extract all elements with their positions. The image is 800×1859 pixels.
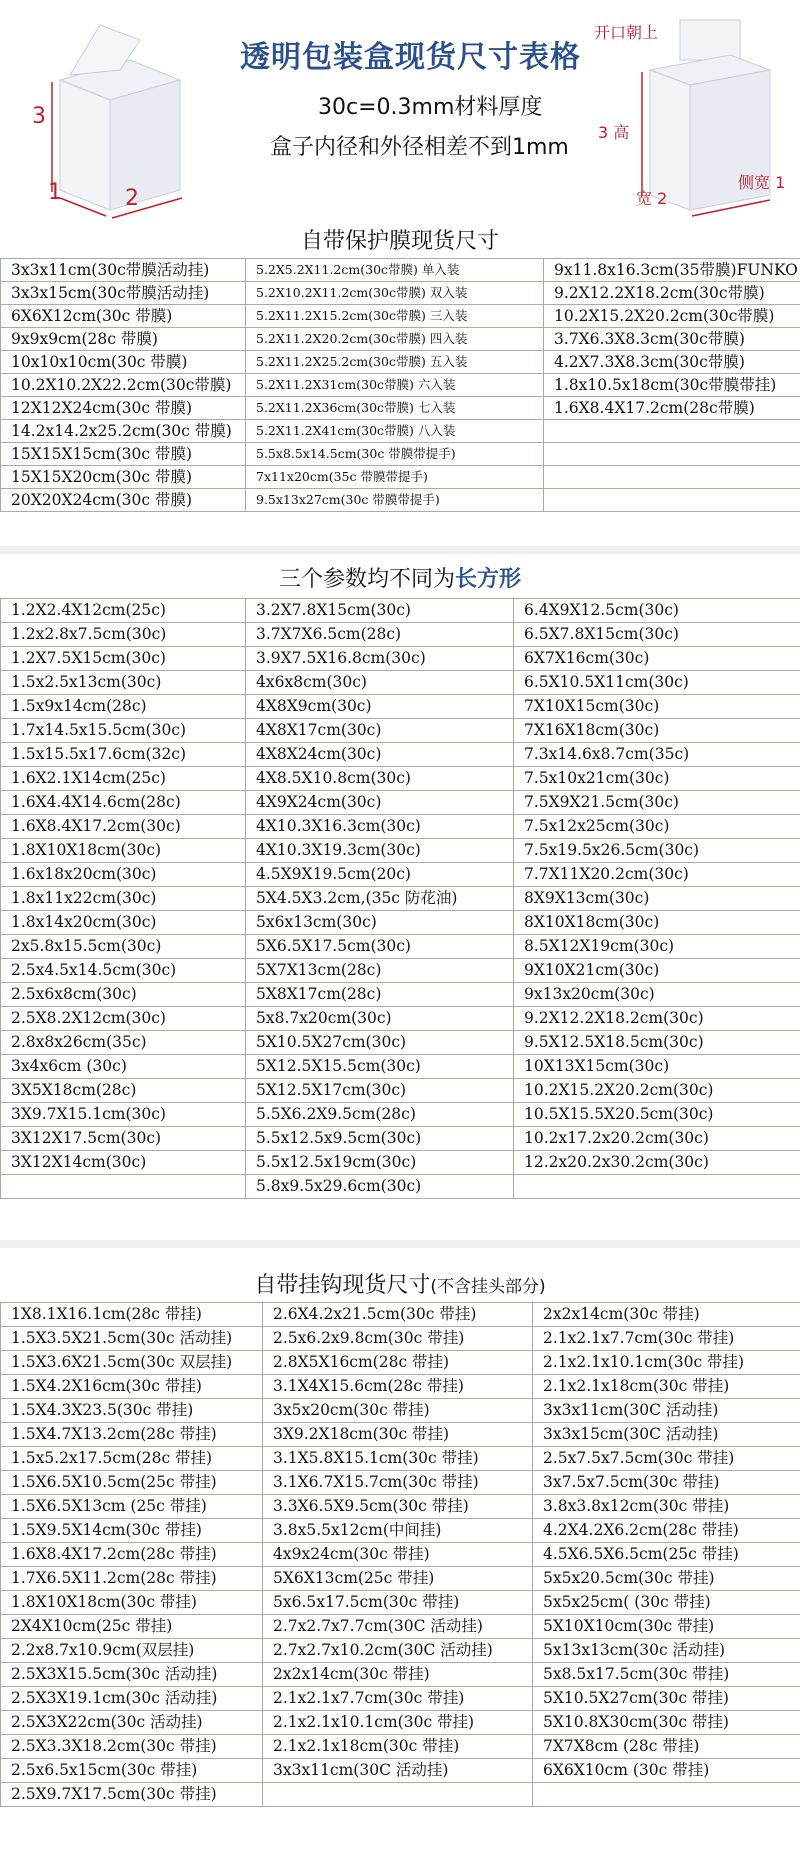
dim-label-3: 3 (32, 104, 46, 129)
table-row (1, 623, 800, 647)
table-row (1, 1663, 800, 1687)
hook-table (0, 1302, 800, 1807)
size-cell: 7.5x19.5x26.5cm(30c) (514, 839, 800, 863)
size-cell: 4x6x8cm(30c) (246, 671, 514, 695)
size-cell (544, 443, 800, 466)
table-row (1, 1735, 800, 1759)
size-cell: 5.2X11.2X31cm(30c带膜) 六入装 (246, 374, 544, 397)
size-cell: 4X10.3X19.3cm(30c) (246, 839, 514, 863)
size-cell: 2.5X3X15.5cm(30c 活动挂) (1, 1663, 263, 1687)
size-cell: 5X12.5X17cm(30c) (246, 1079, 514, 1103)
size-cell: 3.1X5.8X15.1cm(30c 带挂) (263, 1447, 533, 1471)
material-thickness-note: 30c=0.3mm材料厚度 (318, 95, 543, 120)
section-divider (0, 1240, 800, 1248)
size-cell: 3x5x20cm(30c 带挂) (263, 1399, 533, 1423)
size-cell: 6.5X7.8X15cm(30c) (514, 623, 800, 647)
size-cell: 7.5X9X21.5cm(30c) (514, 791, 800, 815)
size-cell: 2.5x6.2x9.8cm(30c 带挂) (263, 1327, 533, 1351)
size-cell: 2.8x8x26cm(35c) (1, 1031, 246, 1055)
size-cell: 1.6X4.4X14.6cm(28c) (1, 791, 246, 815)
dim-label-2: 2 (125, 186, 139, 211)
size-cell: 3x3x11cm(30C 活动挂) (533, 1399, 800, 1423)
size-cell: 2.5x6x8cm(30c) (1, 983, 246, 1007)
table-row (1, 1103, 800, 1127)
size-cell: 1.5X3.5X21.5cm(30c 活动挂) (1, 1327, 263, 1351)
size-cell: 2.5X3.3X18.2cm(30c 带挂) (1, 1735, 263, 1759)
section-hook-title (0, 1268, 800, 1299)
size-cell: 5x8.7x20cm(30c) (246, 1007, 514, 1031)
size-cell: 1.6X8.4X17.2cm(30c) (1, 815, 246, 839)
table-row (1, 671, 800, 695)
size-cell: 3.8x3.8x12cm(30c 带挂) (533, 1495, 800, 1519)
size-cell: 1X8.1X16.1cm(28c 带挂) (1, 1303, 263, 1327)
size-cell: 7X10X15cm(30c) (514, 695, 800, 719)
table-row (1, 1567, 800, 1591)
size-cell: 5.2X5.2X11.2cm(30c带膜) 单入装 (246, 259, 544, 282)
table-row (1, 1007, 800, 1031)
size-cell (544, 466, 800, 489)
size-cell: 2.1x2.1x18cm(30c 带挂) (263, 1735, 533, 1759)
size-cell: 2.1x2.1x10.1cm(30c 带挂) (263, 1711, 533, 1735)
table-row (1, 647, 800, 671)
table-row (1, 695, 800, 719)
size-cell: 3X9.2X18cm(30c 带挂) (263, 1423, 533, 1447)
table-row (1, 282, 800, 305)
size-cell: 7.7X11X20.2cm(30c) (514, 863, 800, 887)
size-cell: 5.2X11.2X15.2cm(30c带膜) 三入装 (246, 305, 544, 328)
table-row (1, 420, 800, 443)
size-cell: 3x3x15cm(30C 活动挂) (533, 1423, 800, 1447)
size-cell: 5X12.5X15.5cm(30c) (246, 1055, 514, 1079)
size-cell: 5.5X6.2X9.5cm(28c) (246, 1103, 514, 1127)
size-cell: 10x10x10cm(30c 带膜) (1, 351, 246, 374)
table-row (1, 1591, 800, 1615)
size-cell: 7.3x14.6x8.7cm(35c) (514, 743, 800, 767)
size-cell: 1.5X4.3X23.5(30c 带挂) (1, 1399, 263, 1423)
size-cell: 12.2x20.2x30.2cm(30c) (514, 1151, 800, 1175)
table-row (1, 466, 800, 489)
size-cell: 9.5x13x27cm(30c 带膜带提手) (246, 489, 544, 512)
table-row (1, 305, 800, 328)
size-cell: 5.2X10.2X11.2cm(30c带膜) 双入装 (246, 282, 544, 305)
table-row (1, 1447, 800, 1471)
size-cell: 2.5X8.2X12cm(30c) (1, 1007, 246, 1031)
size-cell: 2.5x4.5x14.5cm(30c) (1, 959, 246, 983)
size-cell: 4.2X4.2X6.2cm(28c 带挂) (533, 1519, 800, 1543)
table-row (1, 719, 800, 743)
size-cell: 10.2X15.2X20.2cm(30c) (514, 1079, 800, 1103)
size-cell: 4x9x24cm(30c 带挂) (263, 1543, 533, 1567)
size-cell: 5X4.5X3.2cm,(35c 防花油) (246, 887, 514, 911)
size-cell: 5.5x12.5x9.5cm(30c) (246, 1127, 514, 1151)
table-row (1, 1783, 800, 1807)
size-cell: 6.5X10.5X11cm(30c) (514, 671, 800, 695)
size-cell: 3X12X14cm(30c) (1, 1151, 246, 1175)
size-cell: 9x11.8x16.3cm(35带膜)FUNKO (544, 259, 800, 282)
height-label: 3 高 (598, 123, 630, 142)
size-cell: 5.5x8.5x14.5cm(30c 带膜带提手) (246, 443, 544, 466)
size-cell: 1.5X3.6X21.5cm(30c 双层挂) (1, 1351, 263, 1375)
size-cell: 2.5x7.5x7.5cm(30c 带挂) (533, 1447, 800, 1471)
size-cell: 5x6.5x17.5cm(30c 带挂) (263, 1591, 533, 1615)
size-cell (544, 420, 800, 443)
table-row (1, 839, 800, 863)
size-cell: 4X8X17cm(30c) (246, 719, 514, 743)
table-row (1, 599, 800, 623)
size-cell: 1.5X6.5X10.5cm(25c 带挂) (1, 1471, 263, 1495)
size-cell: 7X7X8cm (28c 带挂) (533, 1735, 800, 1759)
size-cell: 4X8X9cm(30c) (246, 695, 514, 719)
size-cell: 5x5x25cm( (30c 带挂) (533, 1591, 800, 1615)
page-title: 透明包装盒现货尺寸表格 (240, 40, 581, 75)
size-cell: 9X10X21cm(30c) (514, 959, 800, 983)
table-row (1, 1423, 800, 1447)
size-cell: 2.5x6.5x15cm(30c 带挂) (1, 1759, 263, 1783)
size-cell: 1.5x9x14cm(28c) (1, 695, 246, 719)
table-row (1, 443, 800, 466)
size-cell: 5x6x13cm(30c) (246, 911, 514, 935)
table-row (1, 1151, 800, 1175)
size-cell: 2.6X4.2x21.5cm(30c 带挂) (263, 1303, 533, 1327)
table-row (1, 1399, 800, 1423)
size-cell: 14.2x14.2x25.2cm(30c 带膜) (1, 420, 246, 443)
table-row (1, 1031, 800, 1055)
size-cell: 3.7X6.3X8.3cm(30c带膜) (544, 328, 800, 351)
table-row (1, 1543, 800, 1567)
size-cell: 5X6.5X17.5cm(30c) (246, 935, 514, 959)
size-cell: 3.9X7.5X16.8cm(30c) (246, 647, 514, 671)
size-cell: 4X10.3X16.3cm(30c) (246, 815, 514, 839)
table-row (1, 791, 800, 815)
size-cell: 3.3X6.5X9.5cm(30c 带挂) (263, 1495, 533, 1519)
size-cell: 2x2x14cm(30c 带挂) (533, 1303, 800, 1327)
table-row (1, 911, 800, 935)
table-row (1, 935, 800, 959)
size-cell: 1.8x11x22cm(30c) (1, 887, 246, 911)
section-hook-note: (不含挂头部分) (430, 1277, 546, 1297)
size-cell: 1.2X2.4X12cm(25c) (1, 599, 246, 623)
section-protective-film-title: 自带保护膜现货尺寸 (300, 229, 499, 254)
table-row (1, 863, 800, 887)
size-cell: 1.5x15.5x17.6cm(32c) (1, 743, 246, 767)
size-cell: 1.6X8.4X17.2cm(28c 带挂) (1, 1543, 263, 1567)
size-cell: 5.5x12.5x19cm(30c) (246, 1151, 514, 1175)
size-cell: 1.6X2.1X14cm(25c) (1, 767, 246, 791)
size-cell: 1.5X4.7X13.2cm(28c 带挂) (1, 1423, 263, 1447)
size-cell: 1.5x2.5x13cm(30c) (1, 671, 246, 695)
size-cell: 1.8X10X18cm(30c 带挂) (1, 1591, 263, 1615)
table-row (1, 959, 800, 983)
size-cell: 9x13x20cm(30c) (514, 983, 800, 1007)
size-cell: 1.2X7.5X15cm(30c) (1, 647, 246, 671)
size-cell: 15X15X15cm(30c 带膜) (1, 443, 246, 466)
size-cell: 4.5X6.5X6.5cm(25c 带挂) (533, 1543, 800, 1567)
table-row (1, 374, 800, 397)
size-cell: 2.7x2.7x7.7cm(30C 活动挂) (263, 1615, 533, 1639)
size-cell: 3x4x6cm (30c) (1, 1055, 246, 1079)
size-cell: 2x2x14cm(30c 带挂) (263, 1663, 533, 1687)
size-cell: 1.5X6.5X13cm (25c 带挂) (1, 1495, 263, 1519)
size-cell: 3.7X7X6.5cm(28c) (246, 623, 514, 647)
size-cell: 1.5X9.5X14cm(30c 带挂) (1, 1519, 263, 1543)
size-cell: 8X10X18cm(30c) (514, 911, 800, 935)
size-cell: 9.5X12.5X18.5cm(30c) (514, 1031, 800, 1055)
table-row (1, 767, 800, 791)
size-cell: 4X8X24cm(30c) (246, 743, 514, 767)
dim-label-1: 1 (48, 180, 62, 205)
table-row (1, 1303, 800, 1327)
size-cell: 5X10.8X30cm(30c 带挂) (533, 1711, 800, 1735)
size-cell (514, 1175, 800, 1199)
size-cell: 5.2X11.2X20.2cm(30c带膜) 四入装 (246, 328, 544, 351)
size-cell: 20X20X24cm(30c 带膜) (1, 489, 246, 512)
size-cell: 7.5x12x25cm(30c) (514, 815, 800, 839)
size-cell: 6X6X10cm (30c 带挂) (533, 1759, 800, 1783)
size-cell: 3X12X17.5cm(30c) (1, 1127, 246, 1151)
size-cell: 2.1x2.1x10.1cm(30c 带挂) (533, 1351, 800, 1375)
size-cell: 2.5X3X22cm(30c 活动挂) (1, 1711, 263, 1735)
size-cell: 2.5X3X19.1cm(30c 活动挂) (1, 1687, 263, 1711)
size-cell: 7.5x10x21cm(30c) (514, 767, 800, 791)
size-cell: 2.2x8.7x10.9cm(双层挂) (1, 1639, 263, 1663)
size-cell: 3x3x11cm(30c带膜活动挂) (1, 259, 246, 282)
size-cell: 1.5X4.2X16cm(30c 带挂) (1, 1375, 263, 1399)
table-row (1, 1495, 800, 1519)
diameter-note: 盒子内径和外径相差不到1mm (270, 135, 569, 160)
size-cell: 10X13X15cm(30c) (514, 1055, 800, 1079)
size-cell: 6X7X16cm(30c) (514, 647, 800, 671)
size-cell: 4.5X9X19.5cm(20c) (246, 863, 514, 887)
size-cell: 5x8.5x17.5cm(30c 带挂) (533, 1663, 800, 1687)
size-cell: 2.1x2.1x7.7cm(30c 带挂) (533, 1327, 800, 1351)
size-cell: 1.8x10.5x18cm(30c带膜带挂) (544, 374, 800, 397)
table-row (1, 351, 800, 374)
size-cell: 3x3x11cm(30C 活动挂) (263, 1759, 533, 1783)
size-cell: 6X6X12cm(30c 带膜) (1, 305, 246, 328)
table-row (1, 1327, 800, 1351)
size-cell: 10.5X15.5X20.5cm(30c) (514, 1103, 800, 1127)
size-cell: 7x11x20cm(35c 带膜带提手) (246, 466, 544, 489)
size-cell: 2.8X5X16cm(28c 带挂) (263, 1351, 533, 1375)
size-cell: 5x5x20.5cm(30c 带挂) (533, 1567, 800, 1591)
size-cell: 5x13x13cm(30c 活动挂) (533, 1639, 800, 1663)
size-cell: 4.2X7.3X8.3cm(30c带膜) (544, 351, 800, 374)
section-rectangle-title-prefix: 三个参数均不同为 (278, 567, 455, 592)
size-cell: 3.8x5.5x12cm(中间挂) (263, 1519, 533, 1543)
size-cell: 2.1x2.1x18cm(30c 带挂) (533, 1375, 800, 1399)
table-row (1, 1175, 800, 1199)
size-cell: 5X7X13cm(28c) (246, 959, 514, 983)
table-row (1, 1351, 800, 1375)
size-cell (263, 1783, 533, 1807)
size-cell: 4X9X24cm(30c) (246, 791, 514, 815)
size-cell: 2x5.8x15.5cm(30c) (1, 935, 246, 959)
size-cell: 1.7x14.5x15.5cm(30c) (1, 719, 246, 743)
size-cell: 3X5X18cm(28c) (1, 1079, 246, 1103)
table-row (1, 328, 800, 351)
table-row (1, 397, 800, 420)
size-cell: 9.2X12.2X18.2cm(30c带膜) (544, 282, 800, 305)
section-hook-title-text: 自带挂钩现货尺寸 (254, 1273, 431, 1298)
size-cell: 3X9.7X15.1cm(30c) (1, 1103, 246, 1127)
open-up-label: 开口朝上 (594, 23, 659, 42)
size-cell: 8X9X13cm(30c) (514, 887, 800, 911)
section-divider (0, 546, 800, 554)
side-width-label: 侧宽 1 (738, 173, 786, 192)
size-cell: 3.2X7.8X15cm(30c) (246, 599, 514, 623)
size-cell: 5X10.5X27cm(30c 带挂) (533, 1687, 800, 1711)
size-cell: 1.5x5.2x17.5cm(28c 带挂) (1, 1447, 263, 1471)
size-cell: 3x3x15cm(30c带膜活动挂) (1, 282, 246, 305)
table-row (1, 1519, 800, 1543)
size-cell: 5X10X10cm(30c 带挂) (533, 1615, 800, 1639)
size-cell (1, 1175, 246, 1199)
size-cell: 5X10.5X27cm(30c) (246, 1031, 514, 1055)
size-cell: 5.2X11.2X36cm(30c带膜) 七入装 (246, 397, 544, 420)
size-cell: 9x9x9cm(28c 带膜) (1, 328, 246, 351)
table-row (1, 1079, 800, 1103)
size-cell (533, 1783, 800, 1807)
section-rectangle-title-highlight: 长方形 (455, 567, 522, 592)
rectangle-table (0, 598, 800, 1199)
size-cell: 5X8X17cm(28c) (246, 983, 514, 1007)
table-row (1, 1615, 800, 1639)
size-cell: 9.2X12.2X18.2cm(30c) (514, 1007, 800, 1031)
size-cell: 5X6X13cm(25c 带挂) (263, 1567, 533, 1591)
size-cell: 3x7.5x7.5cm(30c 带挂) (533, 1471, 800, 1495)
table-row (1, 887, 800, 911)
table-row (1, 1687, 800, 1711)
size-cell: 6.4X9X12.5cm(30c) (514, 599, 800, 623)
table-row (1, 1759, 800, 1783)
header (0, 0, 800, 250)
width-label: 宽 2 (636, 189, 668, 208)
size-cell: 2.7x2.7x10.2cm(30C 活动挂) (263, 1639, 533, 1663)
size-cell: 1.6x18x20cm(30c) (1, 863, 246, 887)
size-cell: 1.2x2.8x7.5cm(30c) (1, 623, 246, 647)
protective-film-table (0, 258, 800, 512)
size-cell: 1.8X10X18cm(30c) (1, 839, 246, 863)
size-cell: 2.1x2.1x7.7cm(30c 带挂) (263, 1687, 533, 1711)
table-row (1, 1375, 800, 1399)
size-cell: 3.1X4X15.6cm(28c 带挂) (263, 1375, 533, 1399)
table-row (1, 1711, 800, 1735)
size-cell: 15X15X20cm(30c 带膜) (1, 466, 246, 489)
table-row (1, 743, 800, 767)
size-cell: 5.2X11.2X25.2cm(30c带膜) 五入装 (246, 351, 544, 374)
size-cell: 2X4X10cm(25c 带挂) (1, 1615, 263, 1639)
size-cell: 1.8x14x20cm(30c) (1, 911, 246, 935)
size-cell: 2.5X9.7X17.5cm(30c 带挂) (1, 1783, 263, 1807)
size-cell: 10.2x17.2x20.2cm(30c) (514, 1127, 800, 1151)
section-rectangle-title (0, 562, 800, 593)
size-cell: 1.7X6.5X11.2cm(28c 带挂) (1, 1567, 263, 1591)
table-row (1, 1127, 800, 1151)
size-cell: 1.6X8.4X17.2cm(28c带膜) (544, 397, 800, 420)
table-row (1, 983, 800, 1007)
table-row (1, 489, 800, 512)
table-row (1, 815, 800, 839)
table-row (1, 1639, 800, 1663)
size-cell: 10.2X15.2X20.2cm(30c带膜) (544, 305, 800, 328)
table-row (1, 1471, 800, 1495)
size-cell (544, 489, 800, 512)
size-cell: 5.8x9.5x29.6cm(30c) (246, 1175, 514, 1199)
size-cell: 10.2X10.2X22.2cm(30c带膜) (1, 374, 246, 397)
size-cell: 3.1X6.7X15.7cm(30c 带挂) (263, 1471, 533, 1495)
table-row (1, 1055, 800, 1079)
size-cell: 5.2X11.2X41cm(30c带膜) 八入装 (246, 420, 544, 443)
box-diagram-left (40, 20, 240, 230)
table-row (1, 259, 800, 282)
size-cell: 8.5X12X19cm(30c) (514, 935, 800, 959)
size-cell: 4X8.5X10.8cm(30c) (246, 767, 514, 791)
size-cell: 7X16X18cm(30c) (514, 719, 800, 743)
size-cell: 12X12X24cm(30c 带膜) (1, 397, 246, 420)
